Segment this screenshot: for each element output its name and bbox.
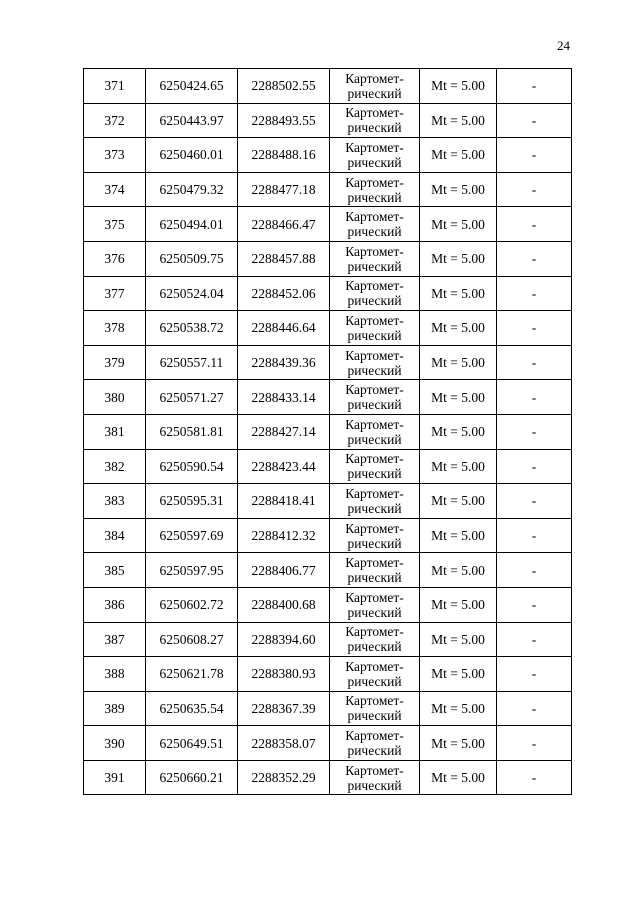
x-coordinate-cell: 6250597.95 bbox=[146, 553, 238, 588]
y-coordinate-cell: 2288457.88 bbox=[238, 241, 330, 276]
method-line-1: Картомет- bbox=[345, 243, 404, 259]
method-line-1: Картомет- bbox=[345, 451, 404, 467]
accuracy-cell: Mt = 5.00 bbox=[420, 484, 497, 519]
point-number-cell: 381 bbox=[84, 414, 146, 449]
accuracy-cell: Mt = 5.00 bbox=[420, 207, 497, 242]
accuracy-cell: Mt = 5.00 bbox=[420, 622, 497, 657]
accuracy-cell: Mt = 5.00 bbox=[420, 587, 497, 622]
coordinates-table-body bbox=[84, 69, 572, 795]
y-coordinate-cell: 2288477.18 bbox=[238, 172, 330, 207]
point-number-cell: 385 bbox=[84, 553, 146, 588]
x-coordinate-cell: 6250460.01 bbox=[146, 138, 238, 173]
point-number-cell: 386 bbox=[84, 587, 146, 622]
table-row bbox=[84, 484, 572, 519]
note-cell: - bbox=[497, 622, 572, 657]
table-row bbox=[84, 138, 572, 173]
x-coordinate-cell: 6250581.81 bbox=[146, 414, 238, 449]
method-line-2: рический bbox=[347, 708, 402, 724]
method-line-2: рический bbox=[347, 466, 402, 482]
accuracy-cell: Mt = 5.00 bbox=[420, 138, 497, 173]
x-coordinate-cell: 6250595.31 bbox=[146, 484, 238, 519]
accuracy-cell: Mt = 5.00 bbox=[420, 760, 497, 795]
y-coordinate-cell: 2288380.93 bbox=[238, 657, 330, 692]
point-number-cell: 380 bbox=[84, 380, 146, 415]
point-number-cell: 390 bbox=[84, 726, 146, 761]
note-cell: - bbox=[497, 138, 572, 173]
method-cell bbox=[330, 484, 420, 519]
table-row bbox=[84, 207, 572, 242]
method-line-2: рический bbox=[347, 120, 402, 136]
y-coordinate-cell: 2288418.41 bbox=[238, 484, 330, 519]
method-line-2: рический bbox=[347, 777, 402, 793]
method-line-1: Картомет- bbox=[345, 485, 404, 501]
x-coordinate-cell: 6250524.04 bbox=[146, 276, 238, 311]
method-cell bbox=[330, 172, 420, 207]
y-coordinate-cell: 2288446.64 bbox=[238, 311, 330, 346]
accuracy-cell: Mt = 5.00 bbox=[420, 449, 497, 484]
x-coordinate-cell: 6250443.97 bbox=[146, 103, 238, 138]
method-line-1: Картомет- bbox=[345, 416, 404, 432]
note-cell: - bbox=[497, 587, 572, 622]
y-coordinate-cell: 2288367.39 bbox=[238, 691, 330, 726]
table-row bbox=[84, 380, 572, 415]
y-coordinate-cell: 2288427.14 bbox=[238, 414, 330, 449]
method-line-2: рический bbox=[347, 85, 402, 101]
x-coordinate-cell: 6250590.54 bbox=[146, 449, 238, 484]
x-coordinate-cell: 6250494.01 bbox=[146, 207, 238, 242]
method-cell bbox=[330, 760, 420, 795]
y-coordinate-cell: 2288400.68 bbox=[238, 587, 330, 622]
table-row bbox=[84, 69, 572, 104]
method-cell bbox=[330, 69, 420, 104]
point-number-cell: 373 bbox=[84, 138, 146, 173]
x-coordinate-cell: 6250597.69 bbox=[146, 518, 238, 553]
method-line-1: Картомет- bbox=[345, 174, 404, 190]
method-line-2: рический bbox=[347, 500, 402, 516]
note-cell: - bbox=[497, 172, 572, 207]
coordinates-table bbox=[83, 68, 572, 795]
method-line-1: Картомет- bbox=[345, 762, 404, 778]
note-cell: - bbox=[497, 553, 572, 588]
method-line-1: Картомет- bbox=[345, 658, 404, 674]
point-number-cell: 372 bbox=[84, 103, 146, 138]
x-coordinate-cell: 6250509.75 bbox=[146, 241, 238, 276]
accuracy-cell: Mt = 5.00 bbox=[420, 172, 497, 207]
x-coordinate-cell: 6250424.65 bbox=[146, 69, 238, 104]
note-cell: - bbox=[497, 311, 572, 346]
x-coordinate-cell: 6250635.54 bbox=[146, 691, 238, 726]
method-line-1: Картомет- bbox=[345, 278, 404, 294]
table-row bbox=[84, 345, 572, 380]
method-line-2: рический bbox=[347, 327, 402, 343]
point-number-cell: 391 bbox=[84, 760, 146, 795]
accuracy-cell: Mt = 5.00 bbox=[420, 345, 497, 380]
accuracy-cell: Mt = 5.00 bbox=[420, 726, 497, 761]
point-number-cell: 389 bbox=[84, 691, 146, 726]
x-coordinate-cell: 6250538.72 bbox=[146, 311, 238, 346]
method-cell bbox=[330, 103, 420, 138]
method-cell bbox=[330, 380, 420, 415]
method-line-1: Картомет- bbox=[345, 555, 404, 571]
method-line-2: рический bbox=[347, 431, 402, 447]
method-cell bbox=[330, 553, 420, 588]
method-line-2: рический bbox=[347, 362, 402, 378]
table-row bbox=[84, 587, 572, 622]
x-coordinate-cell: 6250608.27 bbox=[146, 622, 238, 657]
method-line-1: Картомет- bbox=[345, 589, 404, 605]
method-line-2: рический bbox=[347, 639, 402, 655]
y-coordinate-cell: 2288466.47 bbox=[238, 207, 330, 242]
x-coordinate-cell: 6250557.11 bbox=[146, 345, 238, 380]
table-row bbox=[84, 449, 572, 484]
point-number-cell: 377 bbox=[84, 276, 146, 311]
x-coordinate-cell: 6250479.32 bbox=[146, 172, 238, 207]
note-cell: - bbox=[497, 518, 572, 553]
method-cell bbox=[330, 691, 420, 726]
page-number: 24 bbox=[557, 38, 570, 53]
y-coordinate-cell: 2288433.14 bbox=[238, 380, 330, 415]
table-row bbox=[84, 311, 572, 346]
method-line-1: Картомет- bbox=[345, 520, 404, 536]
method-line-1: Картомет- bbox=[345, 70, 404, 86]
note-cell: - bbox=[497, 345, 572, 380]
x-coordinate-cell: 6250621.78 bbox=[146, 657, 238, 692]
x-coordinate-cell: 6250649.51 bbox=[146, 726, 238, 761]
note-cell: - bbox=[497, 484, 572, 519]
accuracy-cell: Mt = 5.00 bbox=[420, 241, 497, 276]
point-number-cell: 388 bbox=[84, 657, 146, 692]
method-cell bbox=[330, 414, 420, 449]
method-cell bbox=[330, 276, 420, 311]
method-line-1: Картомет- bbox=[345, 209, 404, 225]
note-cell: - bbox=[497, 657, 572, 692]
x-coordinate-cell: 6250602.72 bbox=[146, 587, 238, 622]
method-line-1: Картомет- bbox=[345, 624, 404, 640]
y-coordinate-cell: 2288423.44 bbox=[238, 449, 330, 484]
y-coordinate-cell: 2288493.55 bbox=[238, 103, 330, 138]
accuracy-cell: Mt = 5.00 bbox=[420, 657, 497, 692]
method-line-2: рический bbox=[347, 258, 402, 274]
method-line-2: рический bbox=[347, 224, 402, 240]
note-cell: - bbox=[497, 691, 572, 726]
y-coordinate-cell: 2288358.07 bbox=[238, 726, 330, 761]
method-line-2: рический bbox=[347, 673, 402, 689]
table-row bbox=[84, 657, 572, 692]
method-line-1: Картомет- bbox=[345, 105, 404, 121]
y-coordinate-cell: 2288488.16 bbox=[238, 138, 330, 173]
method-line-2: рический bbox=[347, 570, 402, 586]
method-cell bbox=[330, 518, 420, 553]
method-cell bbox=[330, 726, 420, 761]
method-cell bbox=[330, 311, 420, 346]
note-cell: - bbox=[497, 726, 572, 761]
table-row bbox=[84, 726, 572, 761]
accuracy-cell: Mt = 5.00 bbox=[420, 276, 497, 311]
x-coordinate-cell: 6250571.27 bbox=[146, 380, 238, 415]
note-cell: - bbox=[497, 760, 572, 795]
method-line-1: Картомет- bbox=[345, 139, 404, 155]
point-number-cell: 383 bbox=[84, 484, 146, 519]
accuracy-cell: Mt = 5.00 bbox=[420, 311, 497, 346]
method-line-2: рический bbox=[347, 154, 402, 170]
method-line-1: Картомет- bbox=[345, 382, 404, 398]
note-cell: - bbox=[497, 414, 572, 449]
table-row bbox=[84, 241, 572, 276]
point-number-cell: 371 bbox=[84, 69, 146, 104]
accuracy-cell: Mt = 5.00 bbox=[420, 553, 497, 588]
note-cell: - bbox=[497, 380, 572, 415]
y-coordinate-cell: 2288412.32 bbox=[238, 518, 330, 553]
method-line-1: Картомет- bbox=[345, 693, 404, 709]
method-cell bbox=[330, 345, 420, 380]
method-line-2: рический bbox=[347, 535, 402, 551]
point-number-cell: 374 bbox=[84, 172, 146, 207]
accuracy-cell: Mt = 5.00 bbox=[420, 380, 497, 415]
method-cell bbox=[330, 622, 420, 657]
y-coordinate-cell: 2288394.60 bbox=[238, 622, 330, 657]
accuracy-cell: Mt = 5.00 bbox=[420, 69, 497, 104]
method-line-1: Картомет- bbox=[345, 347, 404, 363]
note-cell: - bbox=[497, 207, 572, 242]
table-row bbox=[84, 414, 572, 449]
method-cell bbox=[330, 587, 420, 622]
table-row bbox=[84, 691, 572, 726]
note-cell: - bbox=[497, 276, 572, 311]
table-row bbox=[84, 518, 572, 553]
y-coordinate-cell: 2288439.36 bbox=[238, 345, 330, 380]
method-line-2: рический bbox=[347, 293, 402, 309]
accuracy-cell: Mt = 5.00 bbox=[420, 103, 497, 138]
method-cell bbox=[330, 207, 420, 242]
x-coordinate-cell: 6250660.21 bbox=[146, 760, 238, 795]
method-line-2: рический bbox=[347, 743, 402, 759]
table-row bbox=[84, 276, 572, 311]
point-number-cell: 382 bbox=[84, 449, 146, 484]
point-number-cell: 387 bbox=[84, 622, 146, 657]
method-cell bbox=[330, 657, 420, 692]
point-number-cell: 378 bbox=[84, 311, 146, 346]
method-line-1: Картомет- bbox=[345, 312, 404, 328]
y-coordinate-cell: 2288502.55 bbox=[238, 69, 330, 104]
method-line-1: Картомет- bbox=[345, 728, 404, 744]
accuracy-cell: Mt = 5.00 bbox=[420, 414, 497, 449]
table-row bbox=[84, 172, 572, 207]
accuracy-cell: Mt = 5.00 bbox=[420, 691, 497, 726]
y-coordinate-cell: 2288452.06 bbox=[238, 276, 330, 311]
y-coordinate-cell: 2288352.29 bbox=[238, 760, 330, 795]
point-number-cell: 379 bbox=[84, 345, 146, 380]
note-cell: - bbox=[497, 241, 572, 276]
method-cell bbox=[330, 449, 420, 484]
table-row bbox=[84, 553, 572, 588]
method-cell bbox=[330, 138, 420, 173]
note-cell: - bbox=[497, 103, 572, 138]
point-number-cell: 375 bbox=[84, 207, 146, 242]
point-number-cell: 376 bbox=[84, 241, 146, 276]
method-line-2: рический bbox=[347, 604, 402, 620]
method-line-2: рический bbox=[347, 397, 402, 413]
method-cell bbox=[330, 241, 420, 276]
note-cell: - bbox=[497, 69, 572, 104]
method-line-2: рический bbox=[347, 189, 402, 205]
y-coordinate-cell: 2288406.77 bbox=[238, 553, 330, 588]
point-number-cell: 384 bbox=[84, 518, 146, 553]
table-row bbox=[84, 760, 572, 795]
note-cell: - bbox=[497, 449, 572, 484]
accuracy-cell: Mt = 5.00 bbox=[420, 518, 497, 553]
table-row bbox=[84, 622, 572, 657]
table-row bbox=[84, 103, 572, 138]
